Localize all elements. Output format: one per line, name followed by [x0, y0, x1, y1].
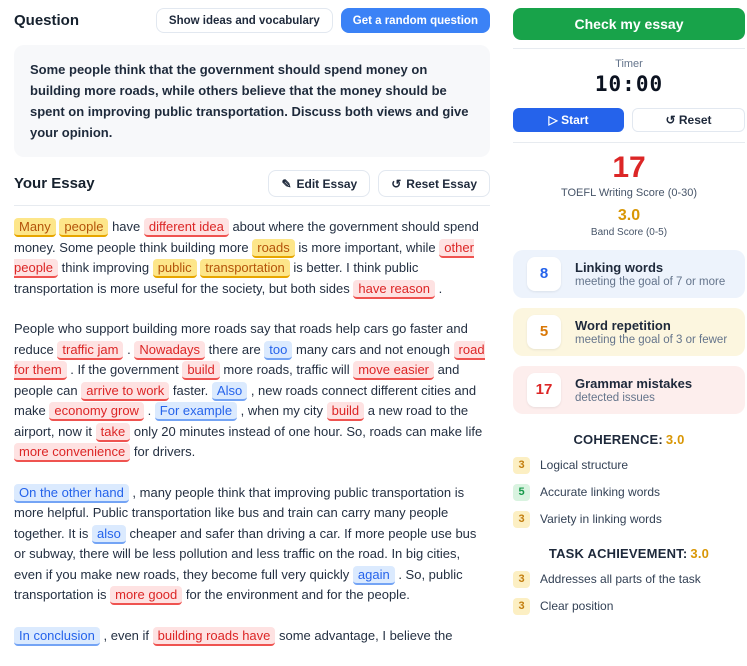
highlight-red[interactable]: Nowadays [134, 341, 205, 360]
essay-paragraph [14, 217, 490, 299]
highlight-red[interactable]: building roads have [153, 627, 276, 646]
essay-body [14, 217, 490, 646]
stat-text [575, 260, 725, 288]
essay-text: cheaper and safer than driving a car. If more people use bus or subway, there will be less pollution and less traffic on the road. In big cities, even if you make new roads, they become full very quickly [14, 525, 477, 582]
section-title [513, 546, 745, 561]
essay-header-buttons [268, 170, 490, 197]
essay-text: . If the government [66, 362, 183, 377]
highlight-yellow[interactable]: people [59, 218, 108, 237]
section-score: 3.0 [665, 431, 685, 447]
toefl-score-value: 17 [612, 151, 646, 184]
stat-value: 5 [527, 315, 561, 349]
stat-subtitle: detected issues [575, 391, 655, 404]
timer-label: Timer [615, 58, 643, 70]
highlight-red[interactable]: build [182, 361, 219, 380]
timer-value: 10:00 [594, 72, 664, 96]
essay-text: more roads, traffic will [219, 362, 354, 377]
question-box [14, 45, 490, 157]
criteria-item [513, 598, 745, 615]
essay-title: Your Essay [14, 175, 95, 192]
start-label: Start [561, 113, 589, 127]
stats-cards [513, 250, 745, 414]
question-text: Some people think that the government should spend money on building more roads, while others believe that the money should be spent on improving public transportation. Discuss both views and give your opinion. [30, 62, 469, 140]
essay-text: . So, public transportation is [14, 566, 463, 602]
essay-text: , when my city [237, 403, 327, 418]
timer-buttons [513, 108, 745, 132]
stat-card-word-repetition [513, 308, 745, 356]
highlight-red[interactable]: build [327, 402, 364, 421]
criteria-label: Variety in linking words [540, 512, 662, 526]
stat-title: Word repetition [575, 317, 671, 333]
check-essay-button[interactable]: Check my essay [513, 8, 745, 40]
edit-essay-button[interactable] [268, 170, 370, 197]
highlight-red[interactable]: more convenience [14, 443, 130, 462]
pencil-icon: ✎ [281, 176, 292, 191]
essay-text: is more important, while [294, 239, 440, 255]
criteria-score-badge: 5 [513, 484, 530, 501]
highlight-red[interactable]: have reason [353, 280, 435, 299]
criteria-item [513, 571, 745, 588]
criteria-label: Addresses all parts of the task [540, 572, 701, 586]
essay-text: about where the government should spend money. Some people think building more [14, 219, 479, 255]
reset-timer-icon: ↺ [665, 113, 676, 127]
criteria-sections [513, 432, 745, 615]
essay-text: for the environment and for the people. [182, 587, 410, 602]
criteria-label: Accurate linking words [540, 485, 661, 499]
highlight-yellow[interactable]: Many [14, 218, 56, 237]
essay-paragraph [14, 483, 490, 606]
section-title [513, 432, 745, 447]
question-header-buttons [156, 8, 490, 33]
stat-text [575, 318, 727, 346]
stat-title: Grammar mistakes [575, 375, 693, 391]
highlight-red[interactable]: road for them [14, 341, 485, 381]
criteria-item [513, 511, 745, 528]
essay-paragraph [14, 319, 490, 463]
essay-text: , even if [99, 627, 153, 643]
highlight-yellow[interactable]: roads [252, 239, 295, 258]
highlight-blue[interactable]: also [92, 525, 126, 544]
criteria-item [513, 484, 745, 501]
reset-icon: ↺ [391, 176, 402, 191]
essay-paragraph [14, 626, 490, 647]
essay-text: , new roads connect different cities and make [14, 382, 477, 418]
highlight-blue[interactable]: In conclusion [14, 627, 100, 646]
section-title-text: COHERENCE: [573, 431, 663, 447]
highlight-blue[interactable]: too [264, 341, 292, 360]
band-score-value: 3.0 [617, 206, 641, 224]
stat-text [575, 376, 692, 404]
reset-essay-label: Reset Essay [406, 176, 477, 191]
question-header [14, 8, 490, 33]
highlight-red[interactable]: economy grow [49, 402, 144, 421]
question-and-essay-column [14, 8, 497, 666]
start-timer-button[interactable] [513, 108, 624, 132]
question-title: Question [14, 12, 80, 29]
divider [513, 142, 745, 143]
essay-text: . [143, 403, 155, 418]
highlight-yellow[interactable]: transportation [200, 259, 290, 278]
band-score-label: Band Score (0-5) [590, 226, 668, 238]
essay-text: only 20 minutes instead of one hour. So, roads can make life [130, 423, 483, 439]
highlight-red[interactable]: different idea [144, 218, 229, 237]
highlight-red[interactable]: take [96, 423, 131, 442]
stat-subtitle: meeting the goal of 3 or fewer [575, 333, 728, 346]
essay-text: many cars and not enough [292, 341, 454, 357]
criteria-item [513, 457, 745, 474]
criteria-label: Logical structure [540, 458, 629, 472]
highlight-red[interactable]: arrive to work [81, 382, 169, 401]
section-title-text: TASK ACHIEVEMENT: [548, 545, 688, 561]
toefl-score-label: TOEFL Writing Score (0-30) [560, 186, 698, 199]
essay-text: some advantage, I believe the [275, 627, 453, 643]
edit-essay-label: Edit Essay [296, 176, 358, 191]
criteria-score-badge: 3 [513, 571, 530, 588]
stat-subtitle: meeting the goal of 7 or more [575, 275, 726, 288]
stat-value: 8 [527, 257, 561, 291]
highlight-red[interactable]: other people [14, 239, 474, 279]
highlight-blue[interactable]: again [353, 566, 395, 585]
essay-text: , many people think that improving public transportation is more helpful. Public transportation like bus and train can carry many people together. It is [14, 484, 465, 541]
reset-essay-button[interactable] [378, 170, 490, 197]
stat-value: 17 [527, 373, 561, 407]
stat-card-linking-words [513, 250, 745, 298]
reset-timer-button[interactable] [632, 108, 745, 132]
reset-timer-label: Reset [678, 113, 712, 127]
essay-text: . [123, 341, 135, 357]
essay-text: People who support building more roads say that roads help cars go faster and reduce [14, 321, 468, 357]
stat-title: Linking words [575, 259, 664, 275]
show-ideas-button[interactable]: Show ideas and vocabulary [156, 8, 333, 33]
essay-header [14, 170, 490, 206]
criteria-score-badge: 3 [513, 598, 530, 615]
criteria-score-badge: 3 [513, 511, 530, 528]
essay-text: think improving [58, 260, 153, 275]
criteria-score-badge: 3 [513, 457, 530, 474]
play-icon: ▷ [548, 113, 558, 127]
highlight-blue[interactable]: For example [155, 402, 237, 421]
highlight-red[interactable]: move easier [353, 361, 434, 380]
highlight-blue[interactable]: Also [212, 382, 247, 401]
essay-text: is better. I think public transportation is more useful for the society, but both sides [14, 260, 419, 296]
highlight-red[interactable]: more good [110, 586, 182, 605]
essay-text: a new road to the airport, now it [14, 403, 469, 439]
criteria-label: Clear position [540, 599, 614, 613]
essay-text: and people can [14, 362, 460, 398]
random-question-button[interactable]: Get a random question [341, 8, 490, 33]
essay-text: faster. [169, 382, 212, 398]
essay-text: for drivers. [130, 444, 196, 459]
stat-card-grammar-mistakes [513, 366, 745, 414]
section-score: 3.0 [690, 545, 710, 561]
highlight-blue[interactable]: On the other hand [14, 484, 129, 503]
highlight-yellow[interactable]: public [153, 259, 197, 278]
highlight-red[interactable]: traffic jam [57, 341, 123, 360]
divider [513, 48, 745, 49]
essay-text: . [434, 280, 443, 296]
essay-text: there are [205, 341, 265, 357]
essay-text: have [108, 219, 144, 234]
score-panel [513, 8, 745, 666]
